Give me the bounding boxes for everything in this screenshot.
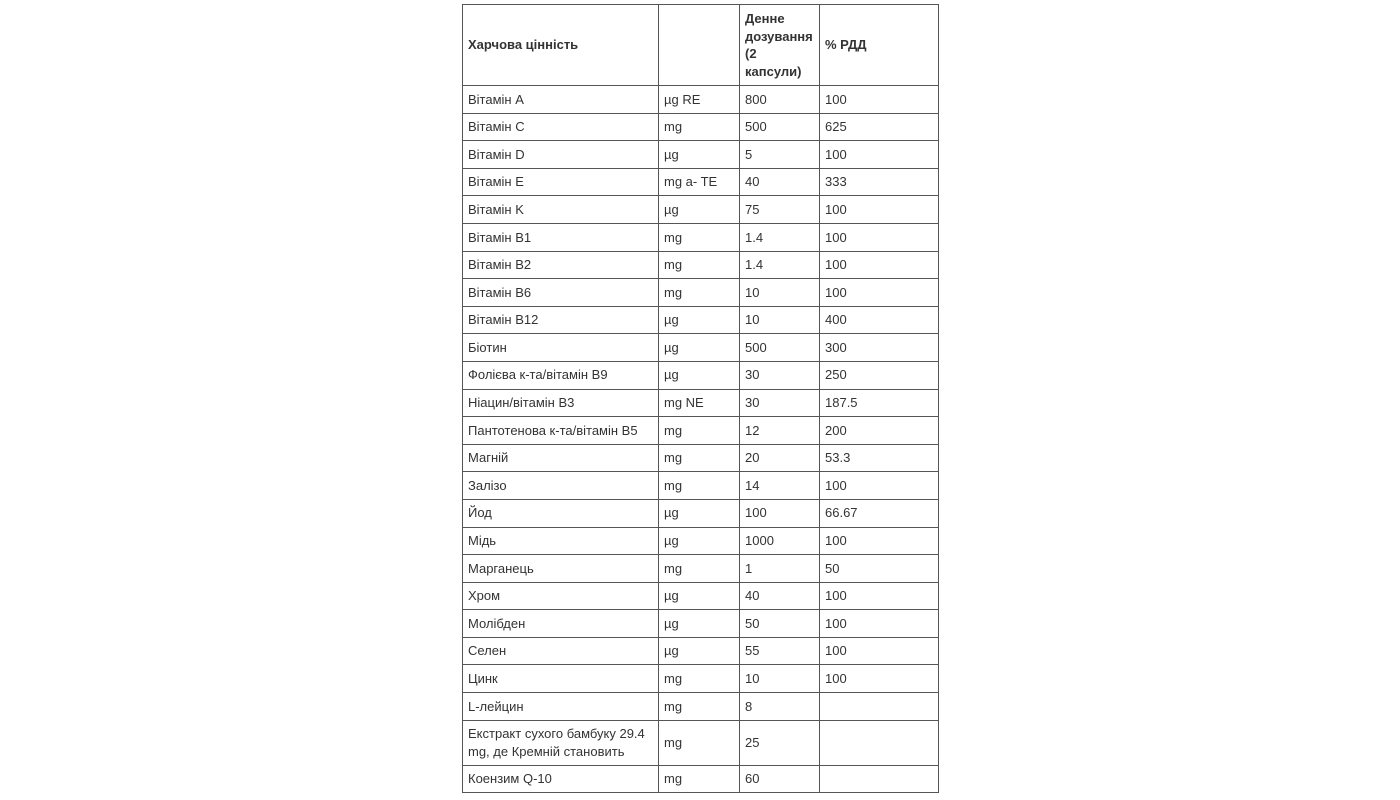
table-row — [463, 499, 939, 527]
nutrient-name-cell: Вітамін B6 — [463, 279, 659, 307]
nutrient-name-cell: Коензим Q-10 — [463, 765, 659, 793]
table-row — [463, 168, 939, 196]
table-row — [463, 527, 939, 555]
unit-cell: µg — [659, 196, 740, 224]
unit-cell: mg — [659, 223, 740, 251]
daily-dose-cell: 30 — [740, 389, 820, 417]
unit-cell: mg — [659, 417, 740, 445]
unit-cell: µg — [659, 499, 740, 527]
unit-cell: µg — [659, 361, 740, 389]
unit-cell: mg — [659, 555, 740, 583]
daily-dose-cell: 500 — [740, 334, 820, 362]
nutrient-name-cell: Фолієва к-та/вітамін B9 — [463, 361, 659, 389]
daily-dose-cell: 30 — [740, 361, 820, 389]
daily-dose-cell: 25 — [740, 720, 820, 765]
nutrient-name-cell: Мідь — [463, 527, 659, 555]
nutrient-name-cell: Хром — [463, 582, 659, 610]
rda-percent-cell: 100 — [820, 279, 939, 307]
table-row — [463, 637, 939, 665]
daily-dose-cell: 1000 — [740, 527, 820, 555]
header-daily-dose: Денне дозування (2 капсули) — [740, 5, 820, 86]
rda-percent-cell: 100 — [820, 665, 939, 693]
daily-dose-cell: 14 — [740, 472, 820, 500]
nutrient-name-cell: Вітамін B1 — [463, 223, 659, 251]
table-row — [463, 306, 939, 334]
rda-percent-cell: 100 — [820, 223, 939, 251]
rda-percent-cell: 100 — [820, 472, 939, 500]
rda-percent-cell: 53.3 — [820, 444, 939, 472]
daily-dose-cell: 10 — [740, 279, 820, 307]
table-row — [463, 251, 939, 279]
unit-cell: µg — [659, 334, 740, 362]
unit-cell: mg — [659, 665, 740, 693]
rda-percent-cell: 100 — [820, 637, 939, 665]
table-row — [463, 693, 939, 721]
table-row — [463, 720, 939, 765]
daily-dose-cell: 5 — [740, 141, 820, 169]
unit-cell: µg — [659, 610, 740, 638]
table-header-row — [463, 5, 939, 86]
nutrient-name-cell: Вітамін D — [463, 141, 659, 169]
unit-cell: mg — [659, 444, 740, 472]
header-unit — [659, 5, 740, 86]
nutrient-name-cell: Ніацин/вітамін B3 — [463, 389, 659, 417]
rda-percent-cell: 50 — [820, 555, 939, 583]
nutrient-name-cell: Марганець — [463, 555, 659, 583]
table-row — [463, 141, 939, 169]
daily-dose-cell: 20 — [740, 444, 820, 472]
rda-percent-cell: 100 — [820, 610, 939, 638]
table-row — [463, 361, 939, 389]
table-row — [463, 444, 939, 472]
nutrient-name-cell: Вітамін E — [463, 168, 659, 196]
nutrient-name-cell: L-лейцин — [463, 693, 659, 721]
table-row — [463, 196, 939, 224]
rda-percent-cell: 400 — [820, 306, 939, 334]
unit-cell: mg — [659, 693, 740, 721]
daily-dose-cell: 1.4 — [740, 251, 820, 279]
unit-cell: mg a- TE — [659, 168, 740, 196]
nutrient-name-cell: Вітамін A — [463, 86, 659, 114]
unit-cell: µg — [659, 637, 740, 665]
header-nutrition-value: Харчова цінність — [463, 5, 659, 86]
table-row — [463, 223, 939, 251]
unit-cell: mg NE — [659, 389, 740, 417]
table-row — [463, 472, 939, 500]
table-row — [463, 582, 939, 610]
nutrient-name-cell: Вітамін C — [463, 113, 659, 141]
daily-dose-cell: 1 — [740, 555, 820, 583]
unit-cell: mg — [659, 765, 740, 793]
unit-cell: µg — [659, 141, 740, 169]
unit-cell: µg — [659, 582, 740, 610]
daily-dose-cell: 500 — [740, 113, 820, 141]
nutrient-name-cell: Вітамін B2 — [463, 251, 659, 279]
table-row — [463, 555, 939, 583]
unit-cell: µg — [659, 306, 740, 334]
table-row — [463, 279, 939, 307]
nutrient-name-cell: Цинк — [463, 665, 659, 693]
daily-dose-cell: 10 — [740, 665, 820, 693]
rda-percent-cell: 100 — [820, 86, 939, 114]
nutrient-name-cell: Молібден — [463, 610, 659, 638]
rda-percent-cell: 250 — [820, 361, 939, 389]
daily-dose-cell: 50 — [740, 610, 820, 638]
unit-cell: mg — [659, 113, 740, 141]
rda-percent-cell: 100 — [820, 582, 939, 610]
nutrient-name-cell: Магній — [463, 444, 659, 472]
nutrient-name-cell: Селен — [463, 637, 659, 665]
header-rda-percent: % РДД — [820, 5, 939, 86]
rda-percent-cell: 100 — [820, 141, 939, 169]
daily-dose-cell: 800 — [740, 86, 820, 114]
unit-cell: µg — [659, 527, 740, 555]
table-row — [463, 765, 939, 793]
rda-percent-cell: 100 — [820, 196, 939, 224]
rda-percent-cell: 100 — [820, 527, 939, 555]
unit-cell: mg — [659, 720, 740, 765]
rda-percent-cell — [820, 720, 939, 765]
table-row — [463, 665, 939, 693]
nutrient-name-cell: Вітамін B12 — [463, 306, 659, 334]
daily-dose-cell: 40 — [740, 582, 820, 610]
nutrient-name-cell: Екстракт сухого бамбуку 29.4 mg, де Кремній становить — [463, 720, 659, 765]
daily-dose-cell: 60 — [740, 765, 820, 793]
table-row — [463, 389, 939, 417]
unit-cell: mg — [659, 279, 740, 307]
daily-dose-cell: 40 — [740, 168, 820, 196]
nutrient-name-cell: Пантотенова к-та/вітамін B5 — [463, 417, 659, 445]
nutrition-table — [462, 4, 939, 793]
daily-dose-cell: 100 — [740, 499, 820, 527]
daily-dose-cell: 55 — [740, 637, 820, 665]
rda-percent-cell: 100 — [820, 251, 939, 279]
rda-percent-cell — [820, 765, 939, 793]
rda-percent-cell: 333 — [820, 168, 939, 196]
rda-percent-cell: 66.67 — [820, 499, 939, 527]
daily-dose-cell: 75 — [740, 196, 820, 224]
nutrient-name-cell: Йод — [463, 499, 659, 527]
nutrition-table-container — [462, 4, 938, 793]
rda-percent-cell: 625 — [820, 113, 939, 141]
table-body — [463, 86, 939, 793]
daily-dose-cell: 8 — [740, 693, 820, 721]
rda-percent-cell: 187.5 — [820, 389, 939, 417]
table-row — [463, 610, 939, 638]
rda-percent-cell: 300 — [820, 334, 939, 362]
nutrient-name-cell: Залізо — [463, 472, 659, 500]
unit-cell: mg — [659, 472, 740, 500]
daily-dose-cell: 10 — [740, 306, 820, 334]
daily-dose-cell: 12 — [740, 417, 820, 445]
rda-percent-cell — [820, 693, 939, 721]
table-row — [463, 113, 939, 141]
daily-dose-cell: 1.4 — [740, 223, 820, 251]
unit-cell: mg — [659, 251, 740, 279]
rda-percent-cell: 200 — [820, 417, 939, 445]
table-row — [463, 417, 939, 445]
table-row — [463, 334, 939, 362]
nutrient-name-cell: Вітамін K — [463, 196, 659, 224]
unit-cell: µg RE — [659, 86, 740, 114]
nutrient-name-cell: Біотин — [463, 334, 659, 362]
table-row — [463, 86, 939, 114]
